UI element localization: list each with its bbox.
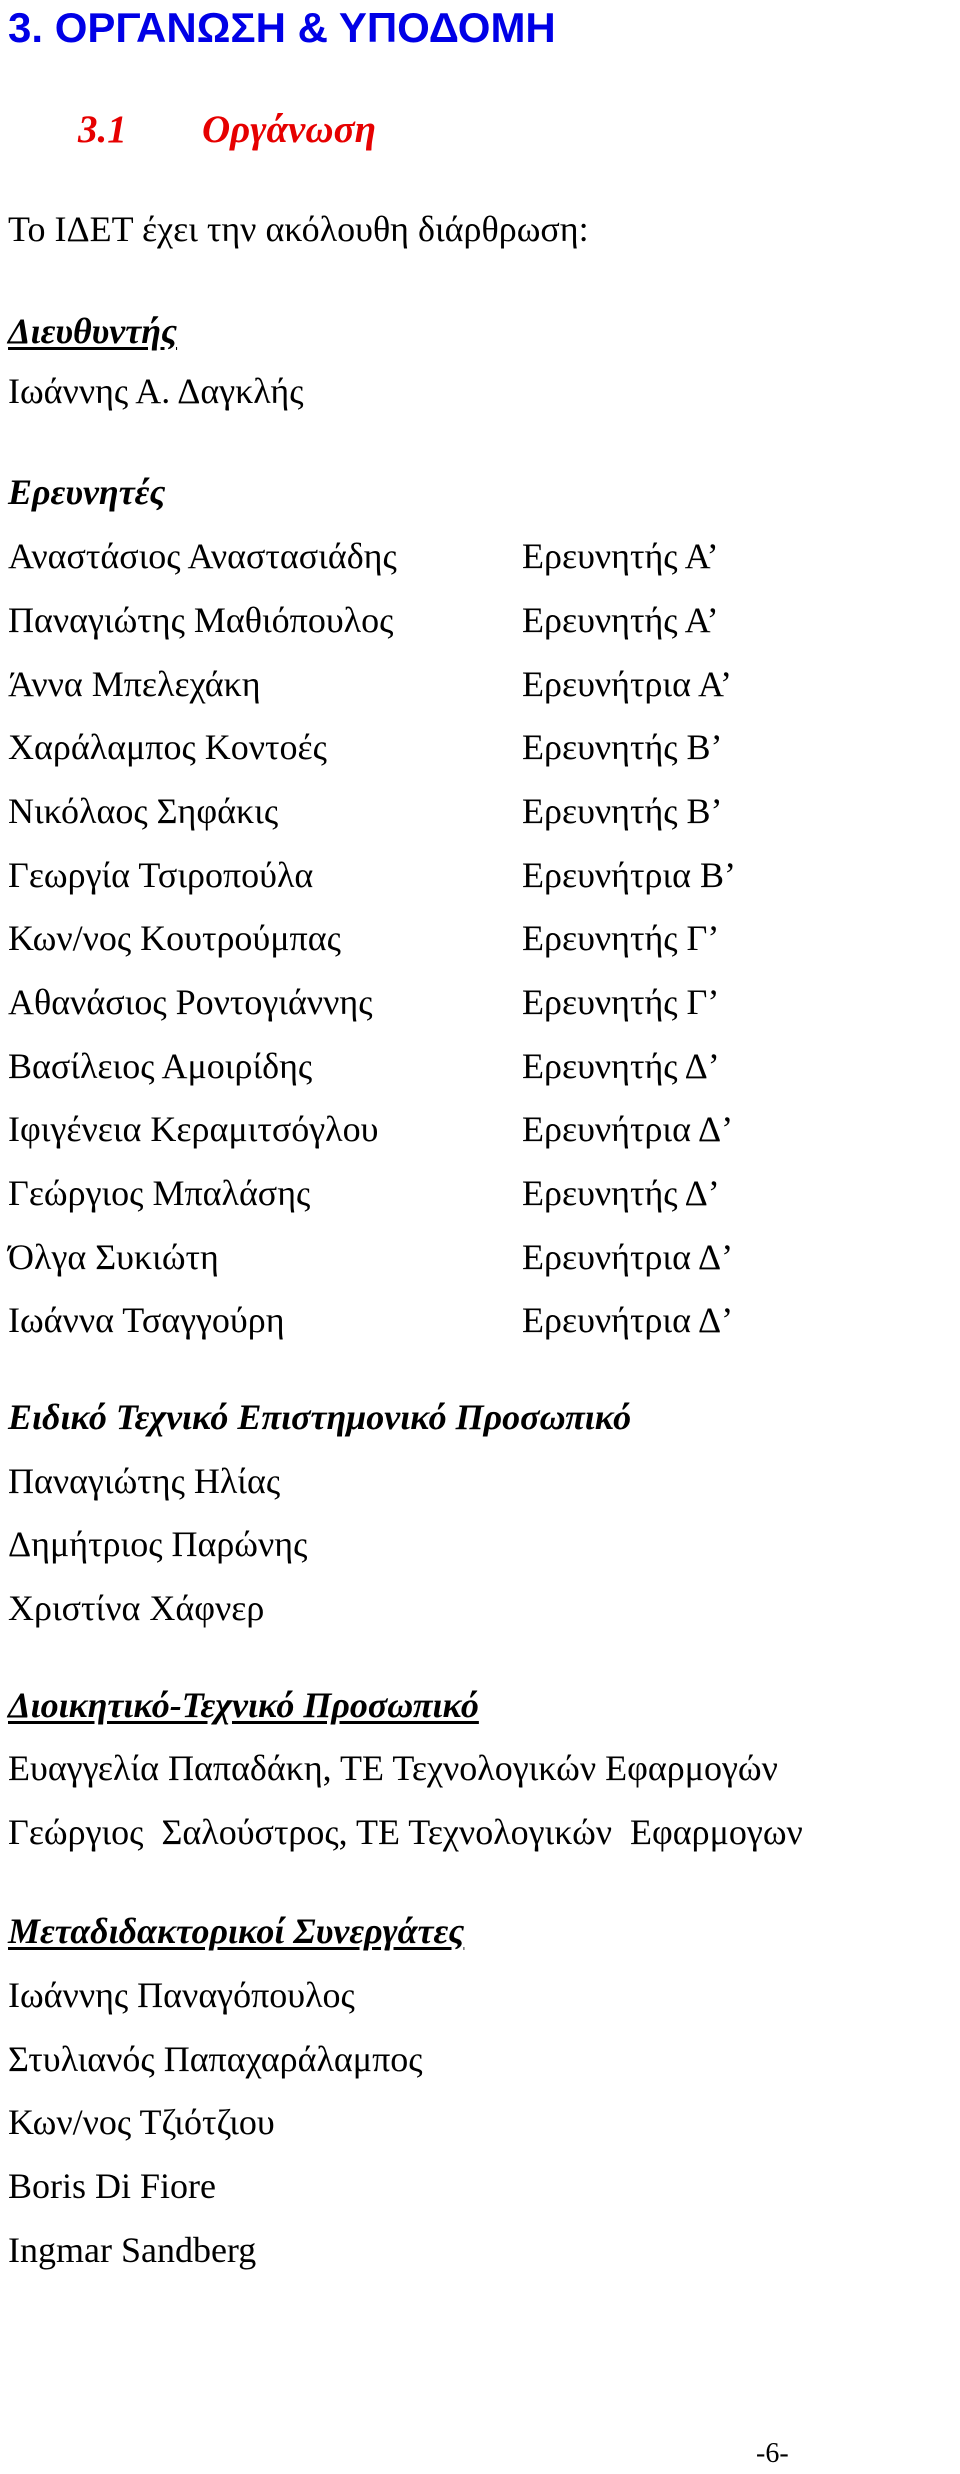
researcher-rank: Ερευνητής Β’: [522, 791, 723, 831]
researcher-rank: Ερευνητής Δ’: [522, 1046, 720, 1086]
director-name: Ιωάννης Α. Δαγκλής: [8, 371, 304, 411]
admin-staff-heading: Διοικητικό-Τεχνικό Προσωπικό: [8, 1685, 479, 1725]
researcher-rank: Ερευνήτρια Δ’: [522, 1300, 734, 1340]
researcher-rank: Ερευνητής Α’: [522, 600, 719, 640]
section-title: [78, 104, 376, 156]
researcher-name: Χαράλαμπος Κοντοές: [8, 727, 327, 767]
special-staff-name: Χριστίνα Χάφνερ: [8, 1588, 265, 1628]
admin-staff-name: Γεώργιος Σαλούστρος, ΤΕ Τεχνολογικών Εφαρμογων: [8, 1812, 803, 1852]
researcher-name: Ιφιγένεια Κεραμιτσόγλου: [8, 1109, 379, 1149]
researcher-row: [8, 1168, 958, 1218]
section-name: Οργάνωση: [202, 108, 376, 151]
researcher-row: [8, 722, 958, 772]
special-staff-heading: Ειδικό Τεχνικό Επιστημονικό Προσωπικό: [8, 1397, 632, 1437]
postdoc-name: Ingmar Sandberg: [8, 2230, 257, 2270]
postdoc-name: Κων/νος Τζιότζιου: [8, 2102, 275, 2142]
researcher-rank: Ερευνητής Α’: [522, 536, 719, 576]
special-staff-name: Παναγιώτης Ηλίας: [8, 1461, 281, 1501]
admin-staff-name: Ευαγγελία Παπαδάκη, ΤΕ Τεχνολογικών Εφαρμογών: [8, 1748, 778, 1788]
researcher-row: [8, 977, 958, 1027]
postdoc-name: Ιωάννης Παναγόπουλος: [8, 1975, 355, 2015]
researcher-name: Γεώργιος Μπαλάσης: [8, 1173, 311, 1213]
chapter-title: 3. ΟΡΓΑΝΩΣΗ & ΥΠΟΔΟΜΗ: [8, 4, 556, 51]
researcher-row: [8, 659, 958, 709]
researcher-rank: Ερευνητής Γ’: [522, 918, 720, 958]
researcher-rank: Ερευνήτρια Β’: [522, 855, 736, 895]
researcher-name: Αναστάσιος Αναστασιάδης: [8, 536, 397, 576]
page-number: -6-: [756, 2438, 789, 2469]
section-number: 3.1: [78, 108, 127, 151]
special-staff-name: Δημήτριος Παρώνης: [8, 1524, 308, 1564]
researcher-rank: Ερευνήτρια Δ’: [522, 1109, 734, 1149]
researcher-rank: Ερευνητής Γ’: [522, 982, 720, 1022]
postdocs-heading: Μεταδιδακτορικοί Συνεργάτες: [8, 1911, 465, 1951]
director-heading: Διευθυντής: [8, 311, 178, 351]
researcher-row: [8, 1041, 958, 1091]
researcher-name: Παναγιώτης Μαθιόπουλος: [8, 600, 394, 640]
researcher-row: [8, 1295, 958, 1345]
researcher-row: [8, 595, 958, 645]
postdoc-name: Boris Di Fiore: [8, 2166, 217, 2206]
researcher-name: Άννα Μπελεχάκη: [8, 664, 261, 704]
researcher-row: [8, 786, 958, 836]
researcher-row: [8, 850, 958, 900]
researcher-rank: Ερευνήτρια Α’: [522, 664, 733, 704]
researcher-name: Όλγα Συκιώτη: [8, 1237, 219, 1277]
researcher-row: [8, 1232, 958, 1282]
researcher-row: [8, 1104, 958, 1154]
researchers-heading: Ερευνητές: [8, 472, 166, 512]
researcher-name: Ιωάννα Τσαγγούρη: [8, 1300, 285, 1340]
researcher-rank: Ερευνήτρια Δ’: [522, 1237, 734, 1277]
intro-text: Το ΙΔΕΤ έχει την ακόλουθη διάρθρωση:: [8, 209, 589, 249]
researcher-name: Κων/νος Κουτρούμπας: [8, 918, 341, 958]
researcher-name: Γεωργία Τσιροπούλα: [8, 855, 314, 895]
researcher-name: Αθανάσιος Ροντογιάννης: [8, 982, 373, 1022]
researcher-row: [8, 913, 958, 963]
researcher-row: [8, 531, 958, 581]
researcher-name: Νικόλαος Σηφάκις: [8, 791, 279, 831]
researcher-rank: Ερευνητής Δ’: [522, 1173, 720, 1213]
postdoc-name: Στυλιανός Παπαχαράλαμπος: [8, 2039, 423, 2079]
researcher-rank: Ερευνητής Β’: [522, 727, 723, 767]
researcher-name: Βασίλειος Αμοιρίδης: [8, 1046, 313, 1086]
